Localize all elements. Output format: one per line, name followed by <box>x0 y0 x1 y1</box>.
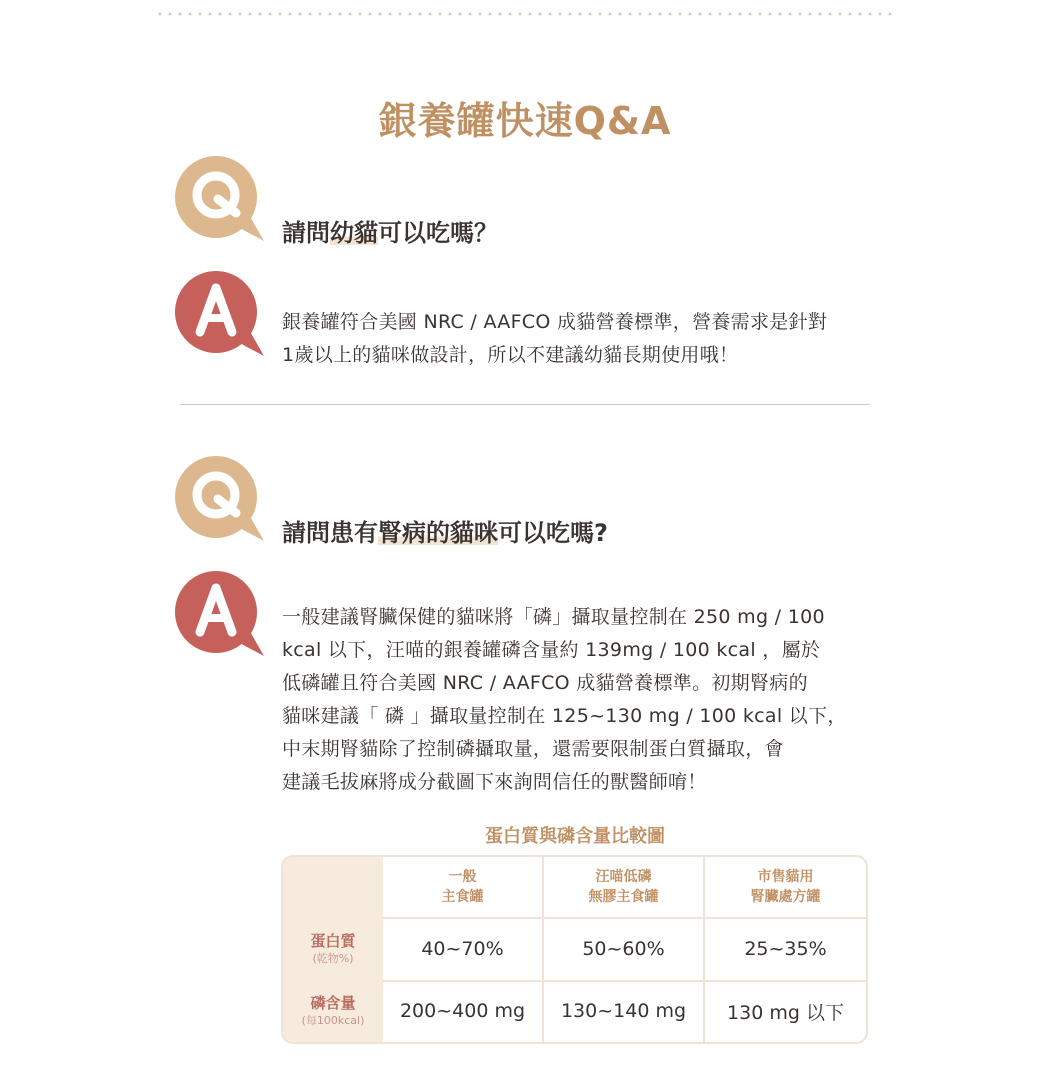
column-header: 一般 主食罐 <box>383 857 544 917</box>
row-label: 蛋白質 (乾物%) <box>283 917 383 980</box>
q-bubble-icon <box>172 453 268 549</box>
table-cell: 200~400 mg <box>383 980 544 1042</box>
a-bubble-icon <box>172 268 268 364</box>
table-row <box>283 917 866 982</box>
a-bubble-icon <box>172 568 268 664</box>
page-title: 銀養罐快速Q&A <box>378 99 672 143</box>
table-row <box>283 980 866 1042</box>
comparison-table <box>281 855 868 1044</box>
dotted-top-border <box>155 12 897 16</box>
table-title: 蛋白質與磷含量比較圖 <box>485 826 665 847</box>
question-2: 請問患有腎病的貓咪可以吃嗎? <box>282 519 608 547</box>
table-cell: 25~35% <box>744 937 827 960</box>
table-cell: 130~140 mg <box>544 980 705 1042</box>
answer-1 <box>282 306 892 372</box>
answer-line: kcal 以下，汪喵的銀養罐磷含量約 139mg / 100 kcal ，屬於 <box>282 639 821 661</box>
answer-line: 低磷罐且符合美國 NRC / AAFCO 成貓營養標準。初期腎病的 <box>282 672 808 694</box>
answer-line: 銀養罐符合美國 NRC / AAFCO 成貓營養標準，營養需求是針對 <box>282 311 828 333</box>
column-header: 市售貓用 腎臟處方罐 <box>750 869 821 905</box>
table-cell: 40~70% <box>383 917 544 980</box>
answer-line: 一般建議腎臟保健的貓咪將「磷」攝取量控制在 250 mg / 100 <box>282 606 825 628</box>
answer-line: 建議毛拔麻將成分截圖下來詢問信任的獸醫師唷！ <box>282 771 707 793</box>
divider <box>180 404 870 405</box>
table-cell: 130 mg 以下 <box>727 1001 844 1024</box>
table-cell: 50~60% <box>544 917 705 980</box>
table-header-row <box>283 857 866 919</box>
row-label: 磷含量 (每100kcal) <box>283 980 383 1042</box>
q-bubble-icon <box>172 153 268 249</box>
answer-line: 1歲以上的貓咪做設計，所以不建議幼貓長期使用哦！ <box>282 344 739 366</box>
table-corner-cell <box>283 857 383 917</box>
answer-2 <box>282 601 892 799</box>
column-header: 汪喵低磷 無膠主食罐 <box>544 857 705 917</box>
question-1: 請問幼貓可以吃嗎？ <box>282 219 498 247</box>
answer-line: 中末期腎貓除了控制磷攝取量，還需要限制蛋白質攝取，會 <box>282 738 784 760</box>
answer-line: 貓咪建議「 磷 」攝取量控制在 125~130 mg / 100 kcal 以下， <box>282 705 847 727</box>
